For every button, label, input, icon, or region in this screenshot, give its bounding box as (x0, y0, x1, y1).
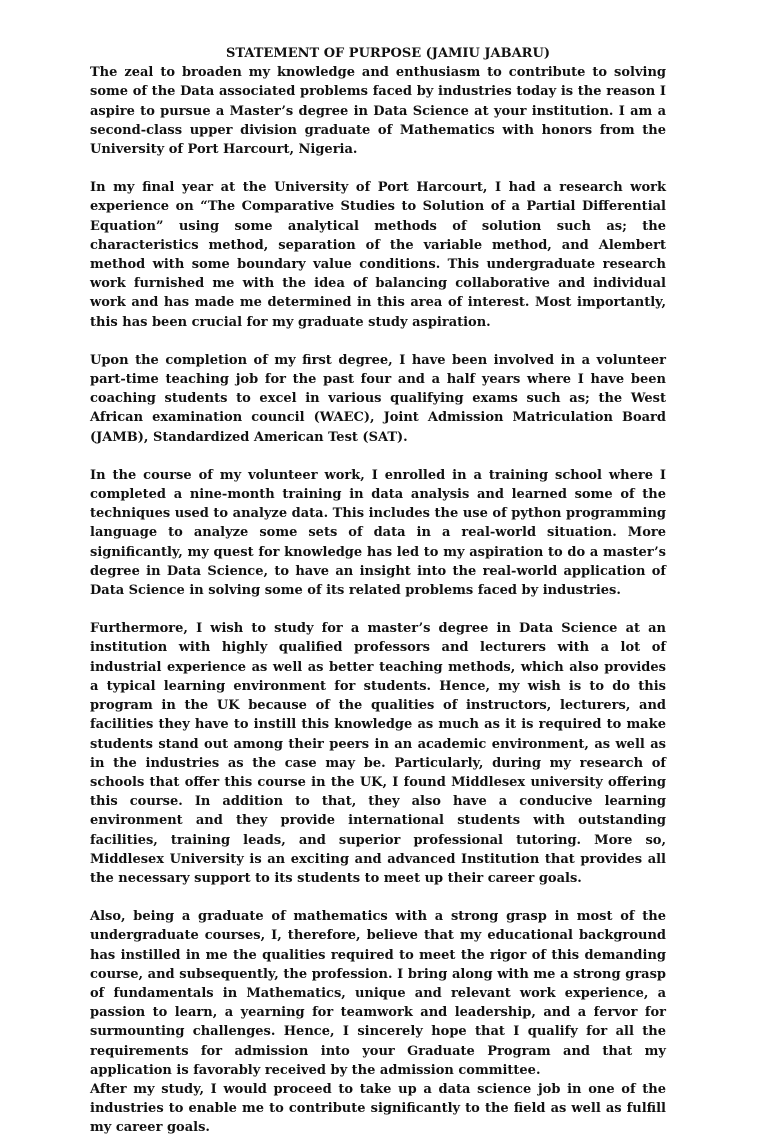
document-title: STATEMENT OF PURPOSE (JAMIU JABARU) (226, 46, 550, 61)
paragraph-gap (90, 447, 666, 466)
paragraph-research: In my final year at the University of Port Harcourt, I had a research work experience on “The Comparative Studies to Solution of a Partial Differential Equation” using some analytical methods of solution such as; the characteristics method, separation of the variable method, and Alembert method with some boundary value conditions. This undergraduate research work furnished me with the idea of balancing collaborative and individual work and has made me determined in this area of interest. Most importantly, this has been crucial for my graduate study aspiration. (90, 180, 666, 330)
paragraph-career-goals: After my study, I would proceed to take up a data science job in one of the industries to enable me to contribute significantly to the field as well as fulfill my career goals. (90, 1081, 666, 1136)
paragraph-gap (90, 332, 666, 351)
paragraph-gap (90, 159, 666, 178)
paragraph-gap (90, 888, 666, 907)
document-page (90, 44, 666, 1138)
paragraph-program-choice: Furthermore, I wish to study for a master’s degree in Data Science at an institution with highly qualified professors and lecturers with a lot of industrial experience as well as better teaching methods, which also provides a typical learning environment for students. Hence, my wish is to do this program in the UK because of the qualities of instructors, lecturers, and facilities they have to instill this knowledge as much as it is required to make students stand out among their peers in an academic environment, as well as in the industries as the case may be. Particularly, during my research of schools that offer this course in the UK, I found Middlesex university offering this course. In addition to that, they also have a conducive learning environment and they provide international students with outstanding facilities, training leads, and superior professional tutoring. More so, Middlesex University is an exciting and advanced Institution that provides all the necessary support to its students to meet up their career goals. (90, 621, 666, 886)
paragraph-intro: The zeal to broaden my knowledge and enthusiasm to contribute to solving some of the Data associated problems faced by industries today is the reason I aspire to pursue a Master’s degree in Data Science at your institution. I am a second-class upper division graduate of Mathematics with honors from the University of Port Harcourt, Nigeria. (90, 65, 666, 158)
paragraph-gap (90, 600, 666, 619)
paragraph-qualifications: Also, being a graduate of mathematics with a strong grasp in most of the undergraduate courses, I, therefore, believe that my educational background has instilled in me the qualities required to meet the rigor of this demanding course, and subsequently, the profession. I bring along with me a strong grasp of fundamentals in Mathematics, unique and relevant work experience, a passion to learn, a yearning for teamwork and leadership, and a fervor for surmounting challenges. Hence, I sincerely hope that I qualify for all the requirements for admission into your Graduate Program and that my application is favorably received by the admission committee. (90, 909, 666, 1078)
paragraph-training: In the course of my volunteer work, I enrolled in a training school where I completed a nine-month training in data analysis and learned some of the techniques used to analyze data. This includes the use of python programming language to analyze some sets of data in a real-world situation. More significantly, my quest for knowledge has led to my aspiration to do a master’s degree in Data Science, to have an insight into the real-world application of Data Science in solving some of its related problems faced by industries. (90, 467, 666, 599)
paragraph-teaching: Upon the completion of my first degree, I have been involved in a volunteer part-time teaching job for the past four and a half years where I have been coaching students to excel in various qualifying exams such as; the West African examination council (WAEC), Joint Admission Matriculation Board (JAMB), Standardized American Test (SAT). (90, 352, 666, 445)
